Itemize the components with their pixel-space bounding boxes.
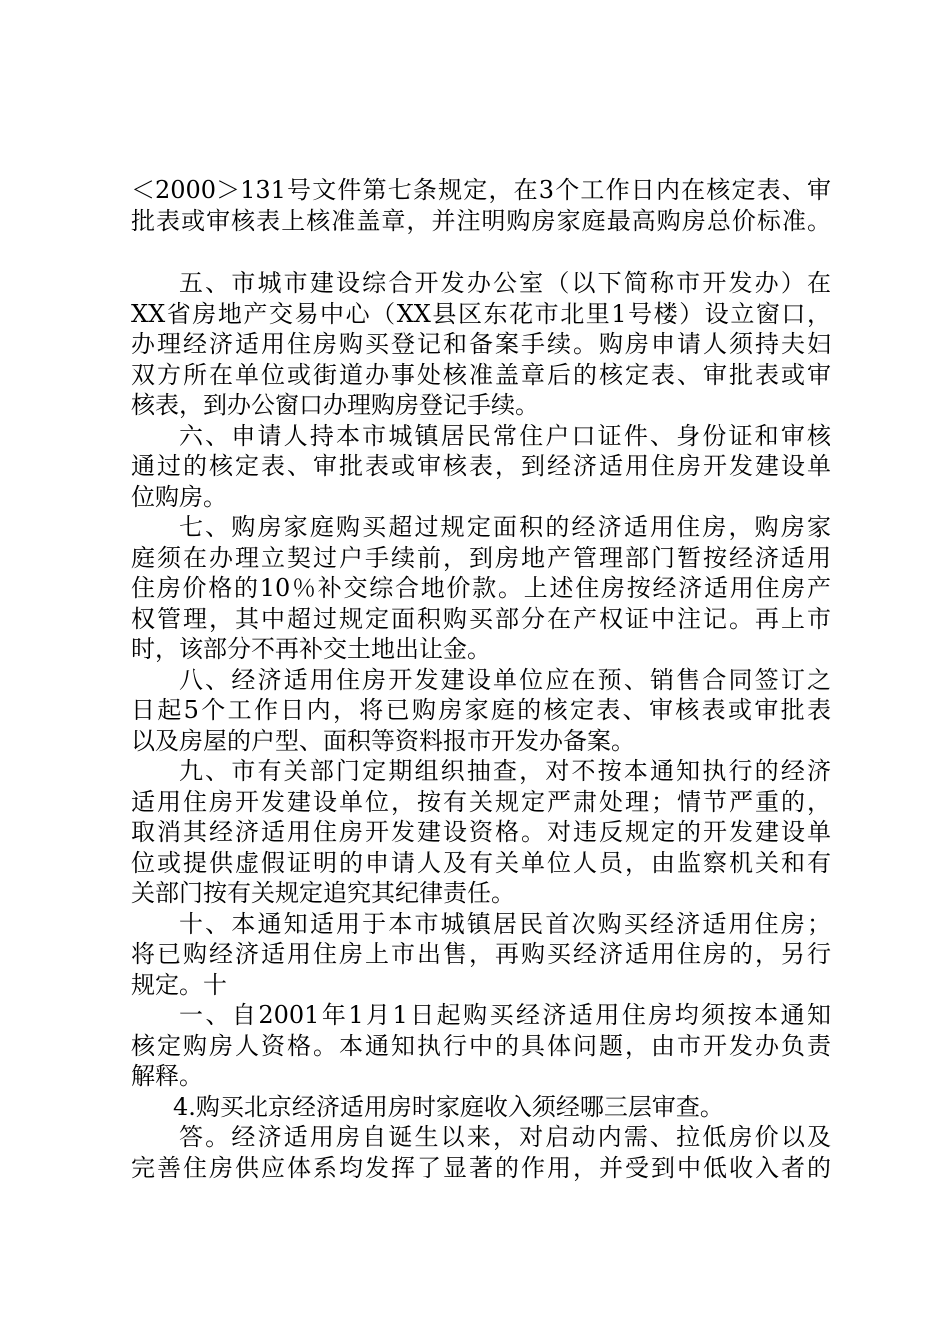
- paragraph-line: 时，该部分不再补交土地出让金。: [131, 635, 491, 663]
- paragraph-line: ＜2000＞131号文件第七条规定，在3个工作日内在核定表、审: [131, 176, 831, 204]
- paragraph-line: 九、市有关部门定期组织抽查，对不按本通知执行的经济: [179, 757, 831, 785]
- paragraph-line: XX省房地产交易中心（XX县区东花市北里1号楼）设立窗口，: [131, 299, 831, 328]
- paragraph-line: 五、市城市建设综合开发办公室（以下简称市开发办）在: [179, 269, 831, 297]
- paragraph-line: 日起5个工作日内，将已购房家庭的核定表、审核表或审批表: [131, 696, 831, 724]
- paragraph-line: 核表，到办公窗口办理购房登记手续。: [131, 391, 539, 419]
- paragraph-line: 双方所在单位或街道办事处核准盖章后的核定表、审批表或审: [131, 360, 831, 389]
- paragraph-line: 位或提供虚假证明的申请人及有关单位人员，由监察机关和有: [131, 848, 831, 877]
- paragraph-line: 权管理，其中超过规定面积购买部分在产权证中注记。再上市: [131, 604, 831, 633]
- paragraph-line: 住房价格的10％补交综合地价款。上述住房按经济适用住房产: [131, 574, 831, 602]
- paragraph-line: 十、本通知适用于本市城镇居民首次购买经济适用住房；: [179, 909, 831, 938]
- paragraph-gap: [131, 236, 831, 268]
- paragraph-line: 规定。十: [131, 970, 227, 999]
- paragraph-line: 位购房。: [131, 482, 227, 511]
- paragraph-line: 八、经济适用住房开发建设单位应在预、销售合同签订之: [179, 665, 831, 694]
- question-heading: 4.购买北京经济适用房时家庭收入须经哪三层审查。: [173, 1092, 724, 1121]
- paragraph-line: 将已购经济适用住房上市出售，再购买经济适用住房的，另行: [131, 940, 831, 968]
- paragraph-line: 六、申请人持本市城镇居民常住户口证件、身份证和审核: [179, 421, 831, 450]
- paragraph-line: 关部门按有关规定追究其纪律责任。: [131, 879, 515, 907]
- paragraph-line: 办理经济适用住房购买登记和备案手续。购房申请人须持夫妇: [131, 330, 831, 358]
- paragraph-line: 庭须在办理立契过户手续前，到房地产管理部门暂按经济适用: [131, 543, 831, 572]
- paragraph-line: 以及房屋的户型、面积等资料报市开发办备案。: [131, 726, 635, 755]
- paragraph-line: 答。经济适用房自诞生以来，对启动内需、拉低房价以及: [179, 1123, 831, 1151]
- paragraph-line: 一、自2001年1月1日起购买经济适用住房均须按本通知: [179, 1001, 831, 1029]
- paragraph-line: 适用住房开发建设单位，按有关规定严肃处理；情节严重的，: [131, 787, 831, 816]
- paragraph-line: 取消其经济适用住房开发建设资格。对违反规定的开发建设单: [131, 818, 831, 846]
- paragraph-line: 完善住房供应体系均发挥了显著的作用，并受到中低收入者的: [131, 1153, 831, 1182]
- paragraph-line: 核定购房人资格。本通知执行中的具体问题，由市开发办负责: [131, 1031, 831, 1060]
- paragraph-line: 解释。: [131, 1062, 203, 1090]
- paragraph-line: 通过的核定表、审批表或审核表，到经济适用住房开发建设单: [131, 452, 831, 480]
- paragraph-line: 批表或审核表上核准盖章，并注明购房家庭最高购房总价标准。: [131, 206, 831, 235]
- paragraph-line: 七、购房家庭购买超过规定面积的经济适用住房，购房家: [179, 513, 831, 541]
- document-page: [131, 175, 831, 1183]
